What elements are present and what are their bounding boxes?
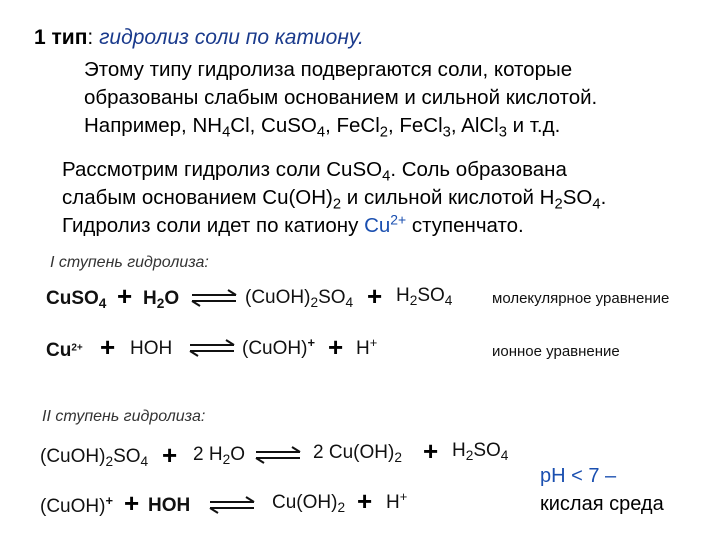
consider-line3-a: Гидролиз соли идет по катиону — [62, 214, 365, 237]
consider-line2-sub1: 2 — [332, 196, 342, 213]
stage2-ion-plus2: + — [357, 486, 373, 516]
medium-label: кислая среда — [540, 493, 664, 515]
s2m-r2: H — [208, 444, 223, 465]
s2m-r2-sub: 2 — [222, 452, 231, 468]
s1m-r1-sub: 4 — [98, 296, 107, 312]
stage2-mol-reactant1 — [40, 446, 148, 468]
stage2-ion-reactant1 — [40, 492, 113, 518]
s2i-r1-sup: + — [105, 492, 113, 508]
examples-nh4-tail: Cl, CuSO — [230, 114, 317, 137]
equilibrium-arrow-icon — [254, 446, 302, 464]
s1m-p1a: (CuOH) — [245, 287, 311, 308]
conclusion — [540, 462, 664, 518]
stage1-ion-product1 — [242, 334, 315, 360]
s1m-p2b: SO — [417, 285, 445, 306]
heading-number: 1 тип — [34, 26, 88, 49]
stage1-mol-reactant1 — [46, 288, 106, 310]
examples-prefix: Например, NH — [84, 114, 223, 137]
heading-title: гидролиз соли по катиону. — [99, 26, 364, 49]
consider-line2-a: слабым основанием Cu(OH) — [62, 186, 333, 209]
s2i-p1: Cu(OH) — [272, 492, 338, 513]
stage2-ion-product2 — [386, 488, 408, 514]
examples-fecl2: , FeCl — [325, 114, 380, 137]
stage1-mol-reactant2 — [143, 288, 179, 310]
s2m-r1a: (CuOH) — [40, 446, 106, 467]
s2m-p1: Cu(OH) — [328, 442, 395, 463]
consider-line2-sub2: 2 — [554, 196, 563, 213]
consider-line2-c: SO — [562, 186, 593, 209]
consider-line1-a: Рассмотрим гидролиз соли CuSO — [62, 158, 383, 181]
stage2-label: II ступень гидролиза: — [42, 408, 206, 425]
s2i-p2-sup: + — [399, 488, 408, 504]
equilibrium-arrow-icon — [188, 339, 236, 357]
s1m-r2: H — [143, 288, 157, 309]
consider-line2-d: . — [600, 186, 607, 209]
equilibrium-arrow-icon — [190, 289, 238, 307]
s2m-r2-coef: 2 — [193, 444, 204, 465]
s2m-p2b: SO — [473, 440, 501, 461]
examples-fecl3: , FeCl — [387, 114, 443, 137]
s2i-r1: (CuOH) — [40, 496, 106, 517]
stage1-ion-reactant2: HOH — [130, 338, 173, 359]
consider-line1-b: . Соль образована — [390, 158, 567, 181]
stage2-ion-reactant2: HOH — [148, 495, 191, 516]
s1m-p1b: SO — [318, 287, 346, 308]
stage2-mol-plus1: + — [162, 440, 178, 470]
stage1-mol-note: молекулярное уравнение — [492, 290, 670, 307]
examples-nh4-sub: 4 — [222, 124, 231, 141]
stage1-mol-plus2: + — [367, 281, 383, 311]
stage2-ion-plus1: + — [124, 488, 140, 518]
slide-heading — [34, 26, 364, 50]
consider-line2-b: и сильной кислотой H — [341, 186, 555, 209]
s1i-p1-sup: + — [307, 334, 315, 350]
intro-line-1: Этому типу гидролиза подвергаются соли, которые — [84, 58, 573, 81]
examples-cuso4-sub: 4 — [316, 124, 326, 141]
examples-fecl3-sub: 3 — [442, 124, 451, 141]
s2m-r2-tail: O — [230, 444, 245, 465]
s1i-r1: Cu — [46, 340, 72, 361]
intro-line-2: образованы слабым основанием и сильной кислотой. — [84, 86, 598, 109]
s1i-r1-sup: 2+ — [71, 342, 83, 354]
s1i-p2: H — [356, 338, 370, 359]
s2m-r1-sub2: 4 — [140, 454, 149, 470]
s1m-r2-tail: O — [164, 288, 180, 309]
stage2-ion-product1 — [272, 492, 345, 514]
ph-value: pH < 7 – — [540, 465, 617, 487]
stage1-mol-plus1: + — [117, 281, 133, 311]
s1i-p1: (CuOH) — [242, 338, 308, 359]
s2m-p1-sub: 2 — [394, 450, 402, 466]
s1m-p1-sub: 2 — [310, 295, 319, 311]
examples-alcl3: , AlCl — [450, 114, 499, 137]
stage2-mol-product1 — [313, 442, 402, 464]
consider-line2-sub3: 4 — [592, 196, 601, 213]
intro-examples — [84, 112, 560, 140]
s1m-p2a: H — [396, 285, 410, 306]
stage1-ion-reactant1 — [46, 340, 83, 362]
s1m-r1: CuSO — [46, 288, 99, 309]
stage1-label: I ступень гидролиза: — [50, 254, 209, 271]
examples-fecl2-sub: 2 — [379, 124, 388, 141]
s1i-p2-sup: + — [369, 334, 378, 350]
stage2-mol-plus2: + — [423, 436, 439, 466]
examples-suffix: и т.д. — [506, 114, 561, 137]
stage1-ion-plus2: + — [328, 332, 344, 362]
s1m-p2-sub: 2 — [409, 293, 418, 309]
consider-line1-sub: 4 — [382, 168, 391, 185]
s1m-r2-sub: 2 — [156, 296, 165, 312]
s2m-p2-sub2: 4 — [500, 448, 509, 464]
s1m-p1-sub2: 4 — [345, 295, 354, 311]
consider-line-3 — [62, 212, 524, 240]
stage1-mol-product2 — [396, 285, 452, 307]
stage1-ion-note: ионное уравнение — [492, 343, 620, 360]
stage2-mol-product2 — [452, 440, 508, 462]
s2m-p1-coef: 2 — [313, 442, 324, 463]
s1m-p2-sub2: 4 — [444, 293, 453, 309]
s2i-p2: H — [386, 492, 400, 513]
cation-charge: 2+ — [390, 211, 407, 228]
stage1-ion-plus1: + — [100, 332, 116, 362]
s2m-r1b: SO — [113, 446, 141, 467]
heading-colon: : — [87, 26, 100, 49]
consider-line3-b: ступенчато. — [406, 214, 524, 237]
s2m-r1-sub: 2 — [105, 454, 114, 470]
consider-line-1 — [62, 156, 567, 184]
consider-line-2 — [62, 184, 606, 212]
s2i-p1-sub: 2 — [337, 500, 346, 516]
equilibrium-arrow-icon — [208, 496, 256, 514]
stage2-mol-reactant2 — [193, 444, 245, 466]
examples-alcl3-sub: 3 — [498, 124, 507, 141]
s2m-p2a: H — [452, 440, 466, 461]
s2m-p2-sub: 2 — [465, 448, 474, 464]
cation-cu: Cu — [364, 214, 391, 237]
stage1-mol-product1 — [245, 287, 353, 309]
stage1-ion-product2 — [356, 334, 378, 360]
